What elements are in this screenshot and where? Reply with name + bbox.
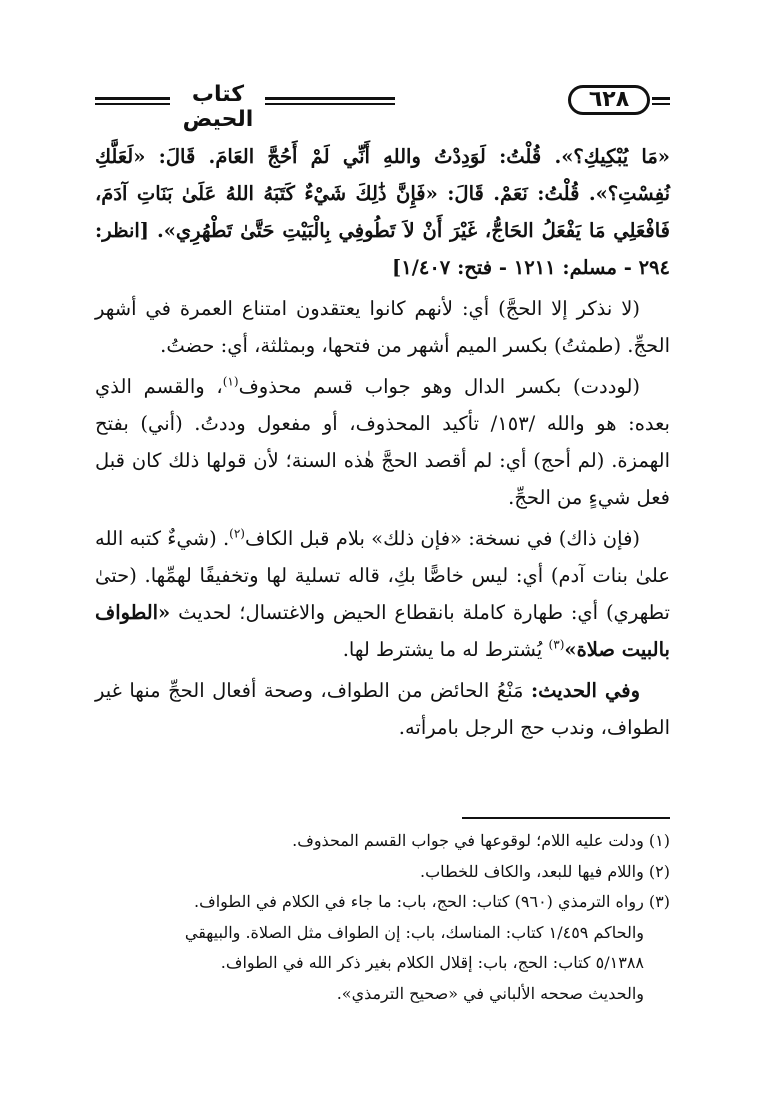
header-rule-right — [652, 97, 670, 105]
footnote-ref-3: (٣) — [548, 637, 565, 652]
commentary-paragraph-2 — [95, 368, 670, 516]
paragraph-3-text-b: . (شيءٌ كتبه الله علىٰ بنات آدم) أي: ليس خاصًّا بكِ، قاله تسلية لها وتخفيفًا لهمِّها. (حتىٰ تطهري) أي: طهارة كاملة بانقطاع الحيض والاغتسال؛ لحديث — [95, 527, 670, 624]
footnote-3-line-2: والحاكم ١/٤٥٩ كتاب: المناسك، باب: إن الطواف مثل الصلاة. والبيهقي — [184, 922, 644, 942]
page-number: ٦٢٨ — [568, 85, 650, 115]
footnote-ref-1: (١) — [222, 374, 239, 389]
footnotes — [95, 826, 670, 1009]
footnote-1: (١) ودلت عليه اللام؛ لوقوعها في جواب القسم المحذوف. — [292, 831, 670, 850]
header-rule-middle — [265, 97, 395, 105]
hadith-quote: «الطواف بالبيت صلاة» — [95, 601, 670, 661]
paragraph-3-text-d: يُشترط له ما يشترط لها. — [342, 638, 549, 661]
footnote-ref-2: (٢) — [229, 526, 245, 541]
footnote-2: (٢) واللام فيها للبعد، والكاف للخطاب. — [419, 861, 670, 881]
paragraph-2-text-a: (لوددت) بكسر الدال وهو جواب قسم محذوف — [238, 375, 641, 398]
paragraph-4-text: مَنْعُ الحائض من الطواف، وصحة أفعال الحجِّ منها غير الطواف، وندب حج الرجل بامرأته. — [95, 679, 670, 739]
footnote-separator — [462, 817, 670, 819]
hadith-text: «مَا يُبْكِيكِ؟». قُلْتُ: لَوَدِدْتُ واللهِ أَنِّي لَمْ أَحُجَّ العَامَ. قَالَ: «لَعَلَّكِ نُفِسْتِ؟». قُلْتُ: نَعَمْ. قَالَ: «فَإِنَّ ذَٰلِكَ شَيْءٌ كَتَبَهُ اللهُ عَلَىٰ بَنَاتِ آدَمَ، فَافْعَلِي مَا يَفْعَلُ الحَاجُّ، غَيْرَ أَنْ لاَ تَطُوفِي بِالْبَيْتِ حَتَّىٰ تَطْهُرِي». [انظر: ٢٩٤ - مسلم: ١٢١١ - فتح: ١/٤٠٧] — [95, 145, 670, 279]
commentary-paragraph-4 — [95, 672, 670, 746]
header-rule-left — [95, 97, 170, 105]
paragraph-3-text-a: (فإن ذاك) في نسخة: «فإن ذلك» بلام قبل الكاف — [244, 527, 640, 550]
page-header — [95, 82, 670, 132]
commentary-paragraph-3 — [95, 520, 670, 668]
main-text — [95, 138, 670, 746]
footnote-3: (٣) رواه الترمذي (٩٦٠) كتاب: الحج، باب: ما جاء في الكلام في الطواف. — [194, 892, 670, 911]
footnote-3-line-3: ٥/١٣٨٨ كتاب: الحج، باب: إقلال الكلام بغير ذكر الله في الطواف. — [220, 953, 644, 972]
commentary-paragraph-1: (لا نذكر إلا الحجَّ) أي: لأنهم كانوا يعتقدون امتناع العمرة في أشهر الحجِّ. (طمثتُ) بكسر الميم أشهر من فتحها، وبمثلثة، أي: حضتُ. — [95, 297, 670, 357]
paragraph-2-text-b: ، والقسم الذي بعده: هو والله /١٥٣/ تأكيد المحذوف، أو مفعول وددتُ. (أني) بفتح الهمزة. (لم أحج) أي: لم أقصد الحجَّ هٰذه السنة؛ لأن قولها ذلك كان قبل فعل شيءٍ من الحجِّ. — [95, 375, 670, 509]
footnote-3-line-4: والحديث صححه الألباني في «صحيح الترمذي». — [336, 983, 644, 1003]
running-title: كتاب الحيض — [182, 82, 254, 132]
paragraph-4-label: وفي الحديث: — [530, 679, 640, 702]
